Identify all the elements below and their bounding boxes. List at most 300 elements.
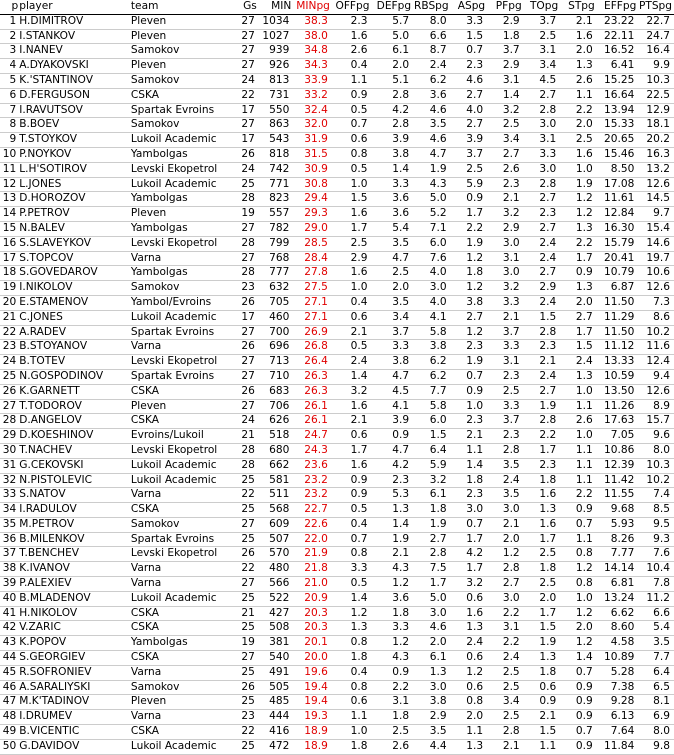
cell-efficiency: 7.64 xyxy=(597,725,639,740)
cell-player[interactable]: G.CEKOVSKI xyxy=(18,458,129,473)
cell-games: 25 xyxy=(238,177,259,192)
cell-team[interactable]: Varna xyxy=(129,577,238,592)
cell-minutes-per-game: 18.9 xyxy=(293,739,332,754)
table-row xyxy=(0,207,674,222)
table-row xyxy=(0,325,674,340)
cell-assists: 1.9 xyxy=(451,355,488,370)
cell-offensive-rebounds: 1.6 xyxy=(332,458,372,473)
column-header-offensive-rebounds[interactable]: OFFpg xyxy=(332,0,372,14)
cell-minutes-per-game: 26.3 xyxy=(293,384,332,399)
cell-team[interactable]: Varna xyxy=(129,710,238,725)
cell-games: 27 xyxy=(238,651,259,666)
cell-team[interactable]: Varna xyxy=(129,562,238,577)
cell-fouls: 2.7 xyxy=(487,577,524,592)
cell-player[interactable]: L.JONES xyxy=(18,177,129,192)
cell-minutes-per-game: 27.1 xyxy=(293,295,332,310)
cell-rank: 4 xyxy=(0,59,18,74)
cell-team[interactable]: Levski Ekopetrol xyxy=(129,443,238,458)
cell-defensive-rebounds: 0.9 xyxy=(371,429,413,444)
cell-minutes: 771 xyxy=(259,177,294,192)
cell-team[interactable]: Lukoil Academic xyxy=(129,133,238,148)
cell-team[interactable]: Spartak Evroins xyxy=(129,103,238,118)
cell-player[interactable]: P.ALEXIEV xyxy=(18,577,129,592)
cell-steals: 2.0 xyxy=(560,118,597,133)
cell-team[interactable]: Yambol/Evroins xyxy=(129,295,238,310)
cell-defensive-rebounds: 4.3 xyxy=(371,651,413,666)
cell-team[interactable]: Varna xyxy=(129,251,238,266)
column-header-defensive-rebounds[interactable]: DEFpg xyxy=(371,0,413,14)
cell-player[interactable]: V.ZARIC xyxy=(18,621,129,636)
cell-player[interactable]: P.PETROV xyxy=(18,207,129,222)
cell-offensive-rebounds: 0.9 xyxy=(332,473,372,488)
cell-team[interactable]: Spartak Evroins xyxy=(129,369,238,384)
cell-points: 16.3 xyxy=(638,147,674,162)
cell-player[interactable]: L.H'SOTIROV xyxy=(18,162,129,177)
cell-steals: 1.1 xyxy=(560,473,597,488)
cell-turnovers: 1.6 xyxy=(524,517,561,532)
cell-minutes: 710 xyxy=(259,369,294,384)
cell-defensive-rebounds: 1.2 xyxy=(371,636,413,651)
cell-steals: 1.2 xyxy=(560,606,597,621)
cell-team[interactable]: Levski Ekopetrol xyxy=(129,547,238,562)
column-header-turnovers[interactable]: TOpg xyxy=(524,0,561,14)
cell-points: 19.7 xyxy=(638,251,674,266)
cell-games: 26 xyxy=(238,680,259,695)
cell-rank: 35 xyxy=(0,517,18,532)
cell-efficiency: 8.50 xyxy=(597,162,639,177)
cell-rebounds: 6.1 xyxy=(413,651,451,666)
cell-team[interactable]: Levski Ekopetrol xyxy=(129,162,238,177)
cell-minutes: 632 xyxy=(259,281,294,296)
cell-team[interactable]: Samokov xyxy=(129,44,238,59)
cell-efficiency: 4.58 xyxy=(597,636,639,651)
table-row xyxy=(0,473,674,488)
cell-player[interactable]: B.STOYANOV xyxy=(18,340,129,355)
column-header-rebounds[interactable]: RBSpg xyxy=(413,0,451,14)
cell-team[interactable]: CSKA xyxy=(129,725,238,740)
cell-player[interactable]: I.RAVUTSOV xyxy=(18,103,129,118)
cell-team[interactable]: Evroins/Lukoil xyxy=(129,429,238,444)
cell-assists: 2.7 xyxy=(451,118,488,133)
cell-minutes: 485 xyxy=(259,695,294,710)
cell-efficiency: 20.41 xyxy=(597,251,639,266)
cell-offensive-rebounds: 2.5 xyxy=(332,236,372,251)
cell-minutes: 700 xyxy=(259,325,294,340)
cell-team[interactable]: Yambolgas xyxy=(129,266,238,281)
cell-offensive-rebounds: 1.8 xyxy=(332,739,372,754)
cell-turnovers: 1.9 xyxy=(524,636,561,651)
cell-team[interactable]: CSKA xyxy=(129,503,238,518)
cell-player[interactable]: N.GOSPODINOV xyxy=(18,369,129,384)
cell-rank: 49 xyxy=(0,725,18,740)
cell-rank: 41 xyxy=(0,606,18,621)
table-row xyxy=(0,221,674,236)
cell-turnovers: 1.6 xyxy=(524,488,561,503)
cell-rebounds: 3.5 xyxy=(413,118,451,133)
cell-minutes: 609 xyxy=(259,517,294,532)
cell-efficiency: 11.50 xyxy=(597,325,639,340)
cell-points: 9.6 xyxy=(638,429,674,444)
cell-fouls: 2.5 xyxy=(487,118,524,133)
cell-minutes: 416 xyxy=(259,725,294,740)
column-header-rank[interactable]: p xyxy=(0,0,18,14)
cell-rank: 50 xyxy=(0,739,18,754)
cell-fouls: 3.2 xyxy=(487,207,524,222)
cell-player[interactable]: B.BOEV xyxy=(18,118,129,133)
cell-games: 22 xyxy=(238,562,259,577)
cell-minutes-per-game: 26.3 xyxy=(293,369,332,384)
cell-rebounds: 4.1 xyxy=(413,310,451,325)
cell-team[interactable]: CSKA xyxy=(129,651,238,666)
cell-rank: 5 xyxy=(0,73,18,88)
cell-team[interactable]: Lukoil Academic xyxy=(129,473,238,488)
column-header-minutes[interactable]: MIN xyxy=(259,0,294,14)
cell-offensive-rebounds: 0.4 xyxy=(332,665,372,680)
cell-rank: 21 xyxy=(0,310,18,325)
cell-offensive-rebounds: 1.2 xyxy=(332,606,372,621)
cell-games: 23 xyxy=(238,710,259,725)
cell-steals: 2.2 xyxy=(560,103,597,118)
cell-team[interactable]: Yambolgas xyxy=(129,221,238,236)
cell-turnovers: 2.4 xyxy=(524,369,561,384)
cell-player[interactable]: C.JONES xyxy=(18,310,129,325)
cell-player[interactable]: H.DIMITROV xyxy=(18,14,129,29)
cell-defensive-rebounds: 0.9 xyxy=(371,665,413,680)
cell-player[interactable]: T.STOYKOV xyxy=(18,133,129,148)
cell-steals: 2.0 xyxy=(560,621,597,636)
cell-fouls: 2.4 xyxy=(487,651,524,666)
cell-player[interactable]: S.GOVEDAROV xyxy=(18,266,129,281)
cell-player[interactable]: M.PETROV xyxy=(18,517,129,532)
table-row xyxy=(0,133,674,148)
column-header-minutes-per-game[interactable]: MINpg xyxy=(293,0,332,14)
cell-games: 22 xyxy=(238,488,259,503)
cell-team[interactable]: Samokov xyxy=(129,281,238,296)
table-row xyxy=(0,532,674,547)
cell-minutes-per-game: 20.3 xyxy=(293,621,332,636)
cell-offensive-rebounds: 2.1 xyxy=(332,325,372,340)
cell-player[interactable]: A.SARALIYSKI xyxy=(18,680,129,695)
cell-minutes: 768 xyxy=(259,251,294,266)
cell-player[interactable]: S.TOPCOV xyxy=(18,251,129,266)
cell-steals: 2.7 xyxy=(560,310,597,325)
cell-steals: 1.0 xyxy=(560,591,597,606)
column-header-points[interactable]: PTSpg xyxy=(638,0,674,14)
cell-rebounds: 3.0 xyxy=(413,606,451,621)
cell-team[interactable]: Pleven xyxy=(129,695,238,710)
cell-player[interactable]: I.NIKOLOV xyxy=(18,281,129,296)
cell-team[interactable]: Lukoil Academic xyxy=(129,177,238,192)
cell-player[interactable]: I.STANKOV xyxy=(18,29,129,44)
cell-steals: 1.1 xyxy=(560,532,597,547)
cell-team[interactable]: Pleven xyxy=(129,14,238,29)
cell-player[interactable]: T.TODOROV xyxy=(18,399,129,414)
cell-team[interactable]: Samokov xyxy=(129,680,238,695)
cell-player[interactable]: B.MLADENOV xyxy=(18,591,129,606)
cell-steals: 0.9 xyxy=(560,503,597,518)
cell-rebounds: 1.5 xyxy=(413,429,451,444)
cell-player[interactable]: T.NACHEV xyxy=(18,443,129,458)
cell-team[interactable]: Varna xyxy=(129,665,238,680)
cell-player[interactable]: N.BALEV xyxy=(18,221,129,236)
cell-games: 27 xyxy=(238,14,259,29)
cell-team[interactable]: Varna xyxy=(129,340,238,355)
cell-assists: 1.2 xyxy=(451,325,488,340)
cell-team[interactable]: Pleven xyxy=(129,29,238,44)
cell-minutes-per-game: 24.7 xyxy=(293,429,332,444)
cell-assists: 2.7 xyxy=(451,88,488,103)
cell-rebounds: 1.9 xyxy=(413,517,451,532)
cell-team[interactable]: Pleven xyxy=(129,399,238,414)
cell-fouls: 2.2 xyxy=(487,636,524,651)
cell-minutes: 818 xyxy=(259,147,294,162)
cell-points: 11.2 xyxy=(638,591,674,606)
cell-assists: 1.0 xyxy=(451,399,488,414)
cell-efficiency: 14.14 xyxy=(597,562,639,577)
cell-offensive-rebounds: 0.7 xyxy=(332,118,372,133)
cell-efficiency: 11.61 xyxy=(597,192,639,207)
cell-team[interactable]: Yambolgas xyxy=(129,192,238,207)
cell-rebounds: 2.8 xyxy=(413,547,451,562)
cell-team[interactable]: Samokov xyxy=(129,73,238,88)
cell-rebounds: 4.6 xyxy=(413,103,451,118)
cell-team[interactable]: Spartak Evroins xyxy=(129,325,238,340)
cell-efficiency: 16.30 xyxy=(597,221,639,236)
table-row xyxy=(0,636,674,651)
cell-player[interactable]: I.DRUMEV xyxy=(18,710,129,725)
cell-offensive-rebounds: 1.7 xyxy=(332,221,372,236)
cell-rebounds: 6.2 xyxy=(413,355,451,370)
cell-team[interactable]: CSKA xyxy=(129,621,238,636)
cell-player[interactable]: B.MILENKOV xyxy=(18,532,129,547)
cell-team[interactable]: Pleven xyxy=(129,59,238,74)
cell-offensive-rebounds: 0.9 xyxy=(332,88,372,103)
cell-offensive-rebounds: 0.5 xyxy=(332,577,372,592)
table-row xyxy=(0,695,674,710)
cell-rebounds: 2.4 xyxy=(413,59,451,74)
cell-steals: 1.1 xyxy=(560,399,597,414)
cell-fouls: 1.8 xyxy=(487,29,524,44)
cell-player[interactable]: S.NATOV xyxy=(18,488,129,503)
cell-team[interactable]: Pleven xyxy=(129,207,238,222)
cell-rank: 1 xyxy=(0,14,18,29)
cell-player[interactable]: D.ANGELOV xyxy=(18,414,129,429)
cell-team[interactable]: Varna xyxy=(129,488,238,503)
cell-games: 27 xyxy=(238,325,259,340)
column-header-games[interactable]: Gs xyxy=(238,0,259,14)
cell-rank: 22 xyxy=(0,325,18,340)
table-row xyxy=(0,739,674,754)
cell-assists: 1.7 xyxy=(451,562,488,577)
cell-assists: 2.1 xyxy=(451,429,488,444)
cell-defensive-rebounds: 2.2 xyxy=(371,680,413,695)
cell-team[interactable]: Lukoil Academic xyxy=(129,310,238,325)
cell-fouls: 2.8 xyxy=(487,443,524,458)
cell-team[interactable]: CSKA xyxy=(129,88,238,103)
cell-assists: 1.4 xyxy=(451,458,488,473)
cell-player[interactable]: T.BENCHEV xyxy=(18,547,129,562)
cell-player[interactable]: K.GARNETT xyxy=(18,384,129,399)
cell-rebounds: 1.3 xyxy=(413,665,451,680)
cell-fouls: 2.4 xyxy=(487,473,524,488)
cell-minutes-per-game: 19.4 xyxy=(293,680,332,695)
cell-steals: 2.1 xyxy=(560,14,597,29)
cell-rebounds: 3.0 xyxy=(413,680,451,695)
cell-team[interactable]: Yambolgas xyxy=(129,147,238,162)
cell-team[interactable]: Levski Ekopetrol xyxy=(129,236,238,251)
cell-rank: 44 xyxy=(0,651,18,666)
cell-games: 25 xyxy=(238,591,259,606)
cell-turnovers: 3.0 xyxy=(524,162,561,177)
cell-steals: 1.0 xyxy=(560,429,597,444)
cell-team[interactable]: Samokov xyxy=(129,118,238,133)
cell-rebounds: 4.0 xyxy=(413,266,451,281)
cell-points: 7.6 xyxy=(638,547,674,562)
cell-assists: 1.9 xyxy=(451,236,488,251)
cell-player[interactable]: M.K'TADINOV xyxy=(18,695,129,710)
cell-player[interactable]: K.POPOV xyxy=(18,636,129,651)
cell-points: 7.8 xyxy=(638,577,674,592)
cell-assists: 4.0 xyxy=(451,103,488,118)
cell-points: 15.4 xyxy=(638,221,674,236)
cell-team[interactable]: CSKA xyxy=(129,414,238,429)
cell-steals: 1.7 xyxy=(560,325,597,340)
column-header-team[interactable]: team xyxy=(129,0,238,14)
cell-player[interactable]: I.NANEV xyxy=(18,44,129,59)
cell-turnovers: 1.3 xyxy=(524,651,561,666)
cell-minutes: 706 xyxy=(259,399,294,414)
cell-games: 24 xyxy=(238,73,259,88)
column-header-efficiency[interactable]: EFFpg xyxy=(597,0,639,14)
cell-defensive-rebounds: 5.4 xyxy=(371,221,413,236)
cell-offensive-rebounds: 0.5 xyxy=(332,103,372,118)
cell-games: 26 xyxy=(238,547,259,562)
cell-player[interactable]: E.STAMENOV xyxy=(18,295,129,310)
cell-steals: 1.1 xyxy=(560,458,597,473)
cell-team[interactable]: CSKA xyxy=(129,384,238,399)
cell-fouls: 3.5 xyxy=(487,488,524,503)
cell-efficiency: 16.52 xyxy=(597,44,639,59)
cell-rank: 14 xyxy=(0,207,18,222)
cell-points: 8.9 xyxy=(638,399,674,414)
cell-player[interactable]: B.VICENTIC xyxy=(18,725,129,740)
cell-player[interactable]: R.SOFRONIEV xyxy=(18,665,129,680)
cell-turnovers: 2.5 xyxy=(524,29,561,44)
column-header-player[interactable]: player xyxy=(18,0,129,14)
cell-minutes-per-game: 28.5 xyxy=(293,236,332,251)
cell-defensive-rebounds: 3.8 xyxy=(371,355,413,370)
cell-games: 27 xyxy=(238,221,259,236)
cell-minutes: 581 xyxy=(259,473,294,488)
cell-efficiency: 11.26 xyxy=(597,399,639,414)
cell-fouls: 2.0 xyxy=(487,532,524,547)
cell-rank: 18 xyxy=(0,266,18,281)
cell-offensive-rebounds: 0.9 xyxy=(332,488,372,503)
cell-player[interactable]: S.SLAVEYKOV xyxy=(18,236,129,251)
cell-rank: 31 xyxy=(0,458,18,473)
cell-player[interactable]: K.IVANOV xyxy=(18,562,129,577)
cell-team[interactable]: Samokov xyxy=(129,517,238,532)
cell-player[interactable]: A.RADEV xyxy=(18,325,129,340)
cell-assists: 3.0 xyxy=(451,503,488,518)
table-row xyxy=(0,399,674,414)
cell-steals: 1.5 xyxy=(560,340,597,355)
table-row xyxy=(0,606,674,621)
cell-points: 6.9 xyxy=(638,710,674,725)
cell-rebounds: 6.0 xyxy=(413,236,451,251)
cell-points: 12.6 xyxy=(638,177,674,192)
cell-steals: 0.9 xyxy=(560,680,597,695)
cell-defensive-rebounds: 3.9 xyxy=(371,133,413,148)
cell-steals: 1.0 xyxy=(560,384,597,399)
cell-minutes-per-game: 38.3 xyxy=(293,14,332,29)
cell-team[interactable]: Lukoil Academic xyxy=(129,458,238,473)
cell-defensive-rebounds: 4.2 xyxy=(371,458,413,473)
cell-team[interactable]: Yambolgas xyxy=(129,636,238,651)
cell-minutes: 522 xyxy=(259,591,294,606)
cell-player[interactable]: I.RADULOV xyxy=(18,503,129,518)
cell-player[interactable]: P.NOYKOV xyxy=(18,147,129,162)
cell-assists: 0.7 xyxy=(451,517,488,532)
table-row xyxy=(0,577,674,592)
column-header-assists[interactable]: ASpg xyxy=(451,0,488,14)
cell-player[interactable]: H.NIKOLOV xyxy=(18,606,129,621)
cell-player[interactable]: B.TOTEV xyxy=(18,355,129,370)
cell-defensive-rebounds: 1.8 xyxy=(371,710,413,725)
cell-assists: 2.3 xyxy=(451,59,488,74)
cell-team[interactable]: Spartak Evroins xyxy=(129,532,238,547)
cell-team[interactable]: Levski Ekopetrol xyxy=(129,355,238,370)
cell-player[interactable]: A.DYAKOVSKI xyxy=(18,59,129,74)
cell-player[interactable]: N.PISTOLEVIC xyxy=(18,473,129,488)
cell-defensive-rebounds: 6.1 xyxy=(371,44,413,59)
cell-minutes-per-game: 33.2 xyxy=(293,88,332,103)
column-header-fouls[interactable]: PFpg xyxy=(487,0,524,14)
cell-defensive-rebounds: 2.0 xyxy=(371,59,413,74)
cell-team[interactable]: CSKA xyxy=(129,606,238,621)
cell-points: 12.9 xyxy=(638,103,674,118)
cell-player[interactable]: K.'STANTINOV xyxy=(18,73,129,88)
cell-defensive-rebounds: 3.5 xyxy=(371,295,413,310)
table-row xyxy=(0,680,674,695)
cell-player[interactable]: S.GEORGIEV xyxy=(18,651,129,666)
cell-efficiency: 7.38 xyxy=(597,680,639,695)
table-row xyxy=(0,88,674,103)
cell-offensive-rebounds: 1.1 xyxy=(332,73,372,88)
cell-minutes: 696 xyxy=(259,340,294,355)
cell-team[interactable]: Lukoil Academic xyxy=(129,591,238,606)
cell-player[interactable]: G.DAVIDOV xyxy=(18,739,129,754)
cell-efficiency: 7.77 xyxy=(597,547,639,562)
cell-player[interactable]: D.FERGUSON xyxy=(18,88,129,103)
cell-player[interactable]: D.KOESHINOV xyxy=(18,429,129,444)
cell-efficiency: 15.25 xyxy=(597,73,639,88)
cell-player[interactable]: D.HOROZOV xyxy=(18,192,129,207)
cell-steals: 2.6 xyxy=(560,414,597,429)
cell-fouls: 3.2 xyxy=(487,281,524,296)
cell-fouls: 2.7 xyxy=(487,147,524,162)
cell-minutes: 570 xyxy=(259,547,294,562)
cell-fouls: 2.3 xyxy=(487,369,524,384)
cell-efficiency: 8.60 xyxy=(597,621,639,636)
cell-steals: 1.3 xyxy=(560,369,597,384)
cell-rank: 37 xyxy=(0,547,18,562)
cell-minutes-per-game: 27.1 xyxy=(293,310,332,325)
table-row xyxy=(0,73,674,88)
column-header-steals[interactable]: STpg xyxy=(560,0,597,14)
cell-team[interactable]: Lukoil Academic xyxy=(129,739,238,754)
cell-assists: 2.2 xyxy=(451,221,488,236)
